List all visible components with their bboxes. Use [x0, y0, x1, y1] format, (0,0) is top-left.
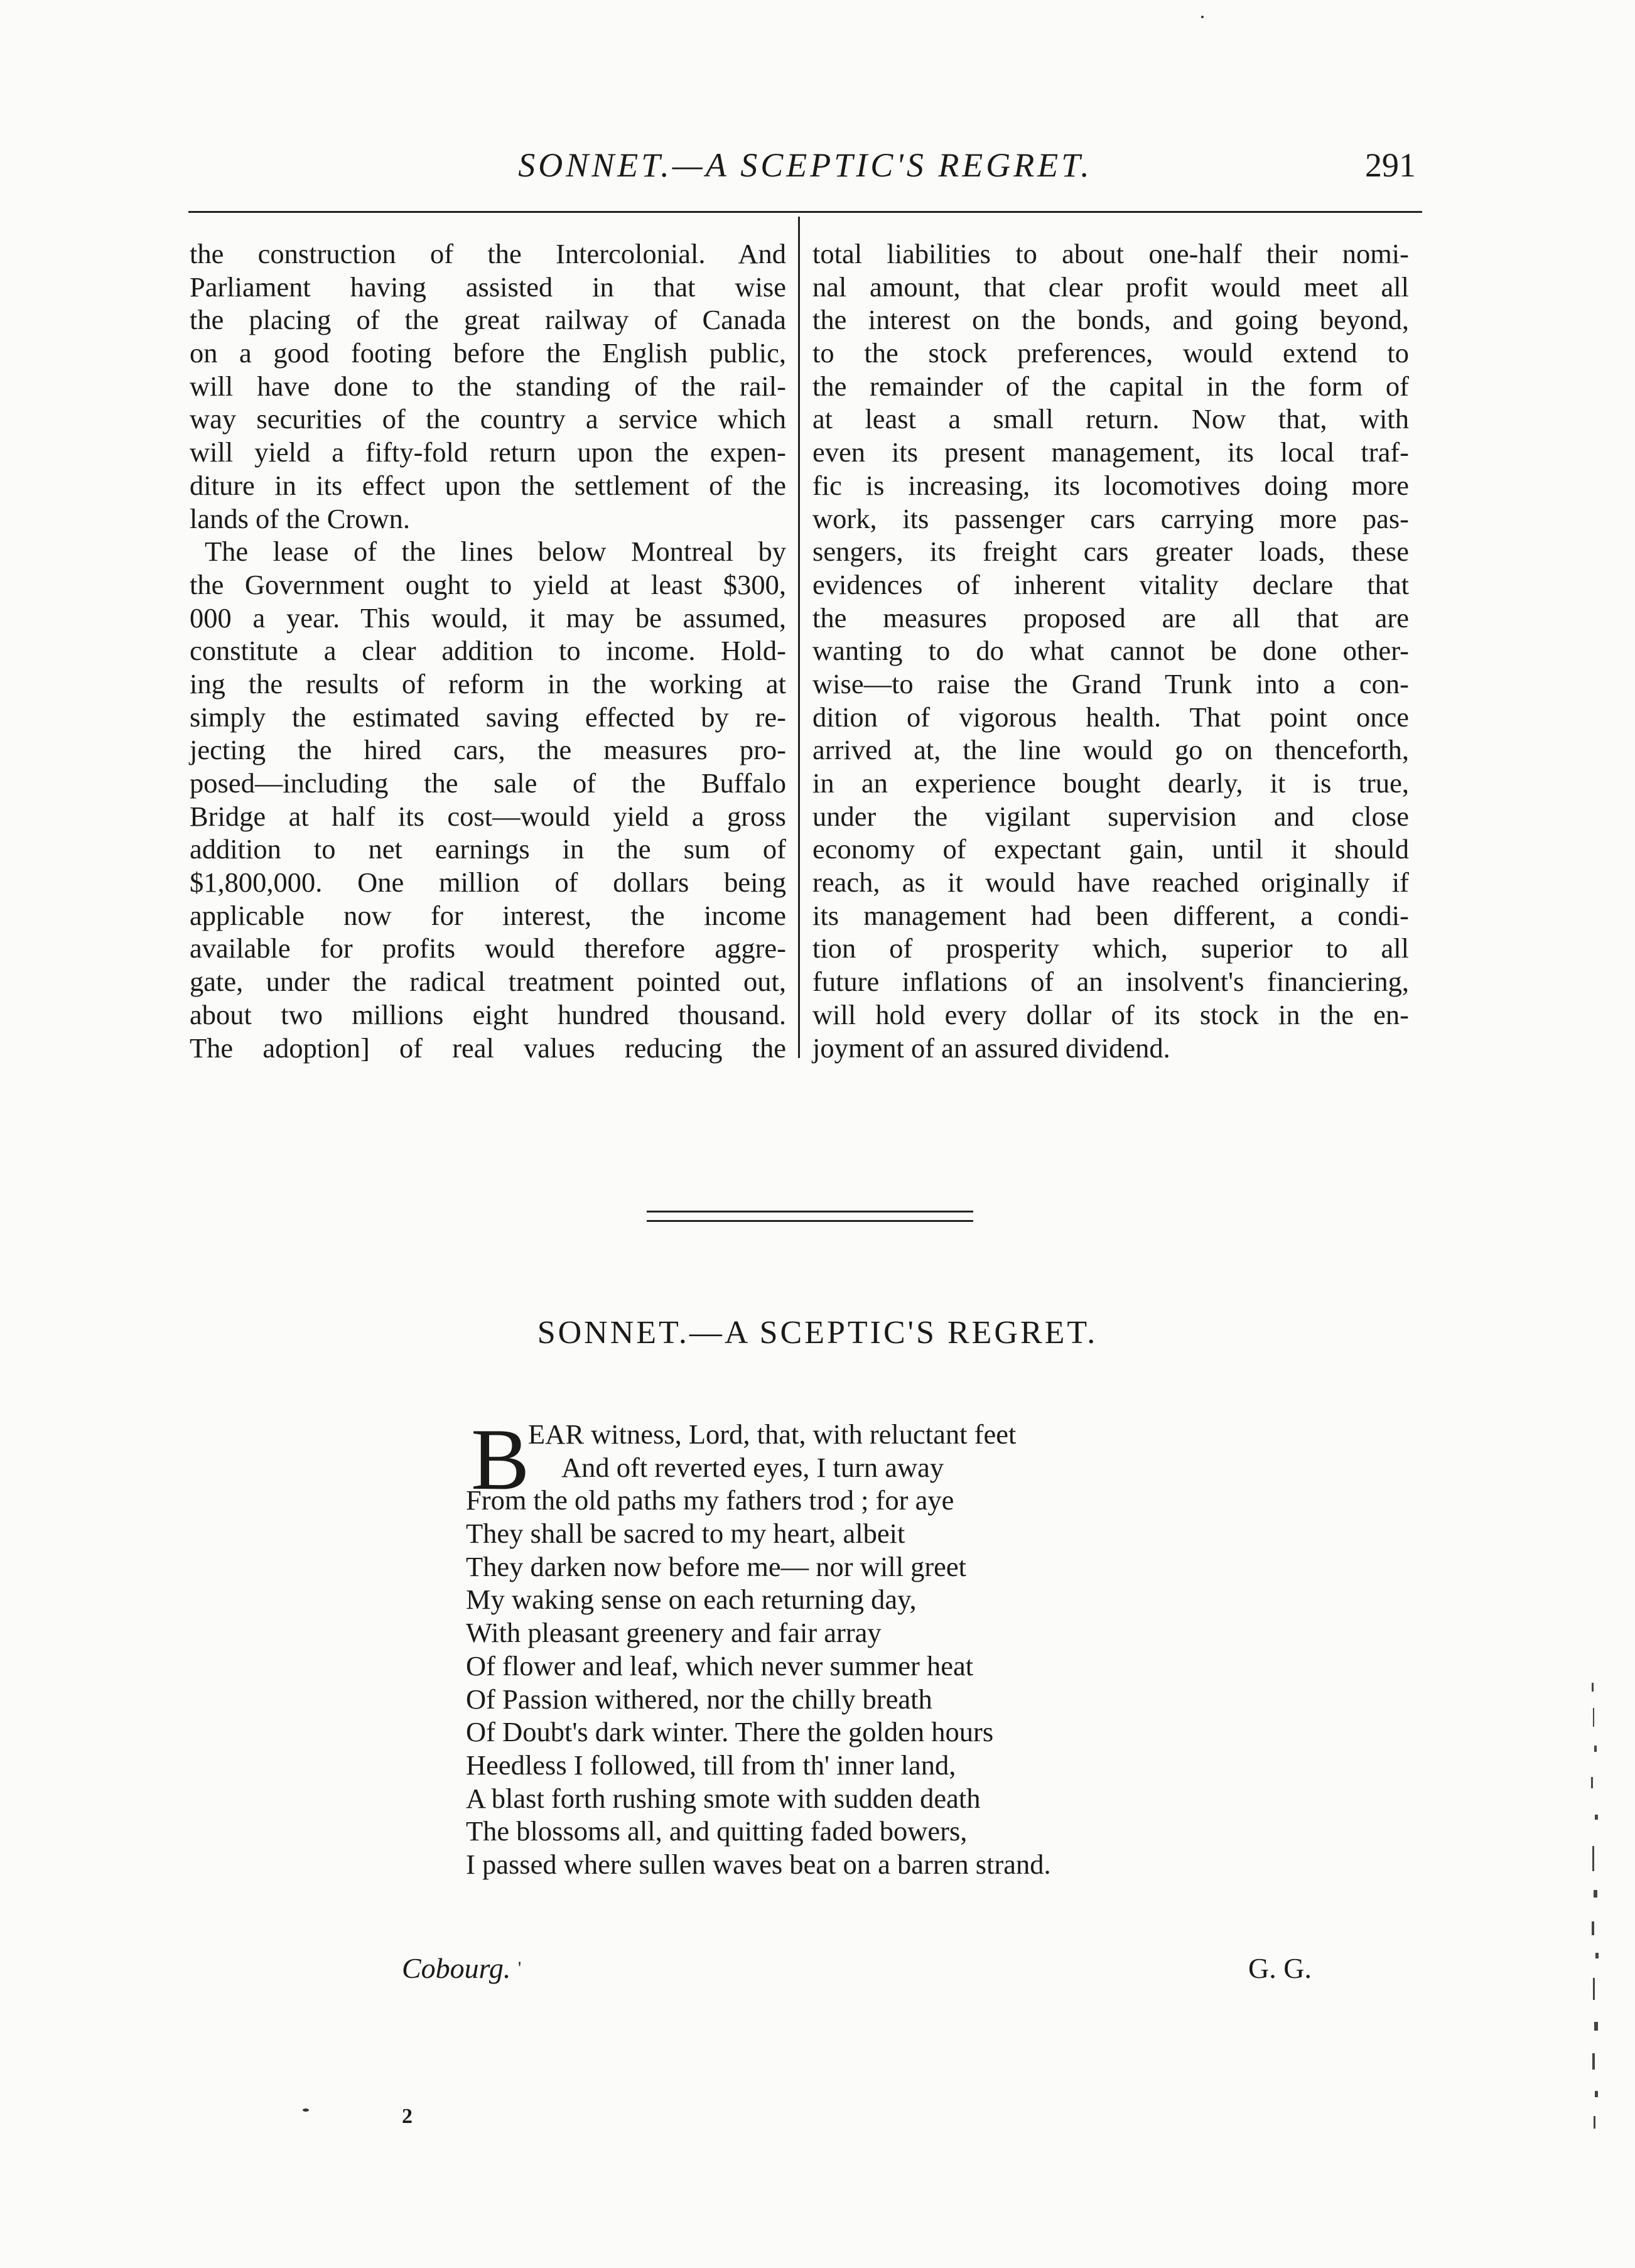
poem-line: Of Doubt's dark winter. There the golden hours: [466, 1716, 994, 1748]
text-line: economy of expectant gain, until it should: [812, 833, 1409, 865]
text-line: Parliament having assisted in that wise: [190, 271, 786, 303]
text-line: dition of vigorous health. That point once: [812, 701, 1409, 733]
poem-line: From the old paths my fathers trod ; for aye: [466, 1484, 954, 1516]
text-line: addition to net earnings in the sum of: [190, 833, 786, 865]
poem-body: [466, 1411, 1051, 1881]
poem-line: They shall be sacred to my heart, albeit: [466, 1518, 905, 1550]
running-head-title: SONNET.—A SCEPTIC'S REGRET.: [518, 146, 1093, 184]
text-line: ing the results of reform in the working at: [190, 667, 786, 699]
text-line: in an experience bought dearly, it is true,: [812, 767, 1409, 799]
poem-line: My waking sense on each returning day,: [466, 1584, 917, 1616]
page-number: 291: [1365, 146, 1416, 184]
text-line: tion of prosperity which, superior to all: [812, 932, 1409, 964]
text-line: future inflations of an insolvent's financiering,: [812, 966, 1409, 998]
text-line: at least a small return. Now that, with: [812, 403, 1409, 435]
text-line: sengers, its freight cars greater loads, these: [812, 536, 1409, 568]
poem-line: And oft reverted eyes, I turn away: [561, 1451, 944, 1483]
text-line: its management had been different, a condi-: [812, 899, 1409, 931]
text-line: about two millions eight hundred thousand.: [190, 998, 786, 1030]
article-right-column: [812, 237, 1409, 1064]
text-line: simply the estimated saving effected by re-: [190, 701, 786, 733]
text-line: jecting the hired cars, the measures pro-: [190, 734, 786, 766]
text-line: evidences of inherent vitality declare that: [812, 568, 1409, 600]
text-line: available for profits would therefore aggre-: [190, 932, 786, 964]
text-line: $1,800,000. One million of dollars being: [190, 867, 786, 899]
running-head: [188, 143, 1422, 187]
drop-cap: B: [471, 1411, 530, 1508]
text-line: The adoption] of real values reducing the: [190, 1032, 786, 1064]
text-line: gate, under the radical treatment pointed out,: [190, 966, 786, 998]
poem-title: SONNET.—A SCEPTIC'S REGRET.: [537, 1315, 1098, 1351]
text-line: The lease of the lines below Montreal by: [205, 536, 786, 568]
article-left-column: [190, 237, 786, 1064]
text-line: wise—to raise the Grand Trunk into a con-: [812, 667, 1409, 699]
poem-line: Heedless I followed, till from th' inner land,: [466, 1749, 956, 1781]
text-line: joyment of an assured dividend.: [812, 1032, 1170, 1064]
text-line: lands of the Crown.: [190, 502, 411, 534]
author-initials: G. G.: [1248, 1952, 1312, 1984]
place-name: Cobourg.: [402, 1952, 511, 1984]
text-line: the interest on the bonds, and going beyond,: [812, 304, 1409, 336]
text-line: the construction of the Intercolonial. And: [190, 238, 786, 269]
poem-line: EAR witness, Lord, that, with reluctant feet: [528, 1418, 1017, 1450]
poem-line: They darken now before me— nor will greet: [466, 1550, 967, 1582]
poem-line: A blast forth rushing smote with sudden death: [466, 1782, 981, 1814]
text-line: reach, as it would have reached originally if: [812, 867, 1409, 899]
text-line: total liabilities to about one-half their nomi-: [812, 238, 1409, 269]
text-line: constitute a clear addition to income. Hold-: [190, 635, 786, 667]
text-line: posed—including the sale of the Buffalo: [190, 767, 786, 799]
text-line: will yield a fifty-fold return upon the expen-: [190, 436, 786, 468]
column-divider: [798, 217, 800, 1058]
stray-mark: ': [517, 1958, 522, 1979]
text-line: the placing of the great railway of Canada: [190, 304, 786, 336]
text-line: wanting to do what cannot be done other-: [812, 635, 1409, 667]
text-line: will have done to the standing of the rail-: [190, 370, 786, 402]
text-line: the Government ought to yield at least $300,: [190, 568, 786, 600]
section-separator-rule: [647, 1220, 973, 1222]
text-line: Bridge at half its cost—would yield a gross: [190, 800, 786, 832]
text-line: 000 a year. This would, it may be assumed,: [190, 602, 786, 634]
ink-speck: [303, 2109, 309, 2112]
text-line: the measures proposed are all that are: [812, 602, 1409, 634]
text-line: way securities of the country a service which: [190, 403, 786, 435]
poem-line: The blossoms all, and quitting faded bowers,: [466, 1815, 968, 1847]
text-line: on a good footing before the English public,: [190, 337, 786, 369]
text-line: diture in its effect upon the settlement of the: [190, 469, 786, 501]
text-line: applicable now for interest, the income: [190, 899, 786, 931]
text-line: even its present management, its local traf-: [812, 436, 1409, 468]
poem-line: I passed where sullen waves beat on a barren strand.: [466, 1848, 1051, 1880]
text-line: the remainder of the capital in the form of: [812, 370, 1409, 402]
text-line: nal amount, that clear profit would meet all: [812, 271, 1409, 303]
poem-line: Of flower and leaf, which never summer heat: [466, 1650, 974, 1682]
header-rule: [188, 211, 1422, 213]
text-line: to the stock preferences, would extend to: [812, 337, 1409, 369]
text-line: will hold every dollar of its stock in the en-: [812, 998, 1409, 1030]
text-line: arrived at, the line would go on thenceforth,: [812, 734, 1409, 766]
poem-line: With pleasant greenery and fair array: [466, 1617, 882, 1649]
signature-mark: 2: [402, 2105, 413, 2128]
text-line: fic is increasing, its locomotives doing more: [812, 469, 1409, 501]
text-line: work, its passenger cars carrying more pas-: [812, 502, 1409, 534]
text-line: under the vigilant supervision and close: [812, 800, 1409, 832]
place-of-writing: [402, 1950, 521, 1987]
section-separator-rule: [647, 1211, 973, 1212]
poem-line: Of Passion withered, nor the chilly breath: [466, 1683, 932, 1715]
ink-speck: [1201, 16, 1204, 18]
scan-edge-noise: [1585, 1683, 1604, 2147]
